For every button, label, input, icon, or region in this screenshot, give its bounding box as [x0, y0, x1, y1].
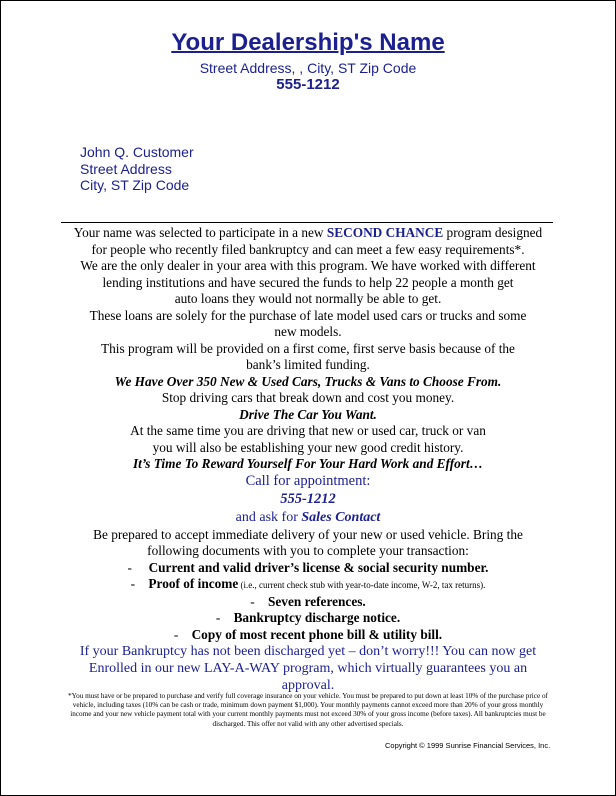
intro-line-8: This program will be provided on a first come, first serve basis because of the — [101, 340, 515, 356]
reward-headline: It’s Time To Reward Yourself For Your Hard Work and Effort… — [133, 456, 483, 471]
call-phone: 555-1212 — [280, 490, 336, 507]
fine-print: *You must have or be prepared to purchase and verify full coverage insurance on your vehicle. You must be prepared to put down at least 10% of the purchase price of vehicle, including taxes (10% can be cash or trade, minimum down payment $1,000). Your monthly payments cannot exceed more than 20% of your gross monthly income and your new vehicle payment total with your current monthly payments must not exceed 30% of your gross income (before taxes). All bankruptcies must be discharged. This offer not valid with any other advertised specials. — [68, 692, 548, 728]
document-item: - Seven references. — [250, 593, 366, 609]
credit-line-2: you will also be establishing your new good credit history. — [152, 439, 464, 455]
intro-line-4: lending institutions and have secured the funds to help 22 people a month get — [102, 274, 514, 290]
separator-rule — [61, 222, 553, 223]
intro-line-2: for people who recently filed bankruptcy and can meet a few easy requirements*. — [91, 241, 525, 257]
prepare-line-1: Be prepared to accept immediate delivery of your new or used vehicle. Bring the — [93, 526, 523, 542]
documents-list — [41, 560, 575, 644]
prepare-line-2: following documents with you to complete your transaction: — [147, 543, 469, 558]
intro-line-6: These loans are solely for the purchase of late model used cars or trucks and some — [89, 307, 527, 323]
recipient-name: John Q. Customer — [80, 144, 194, 160]
dealership-phone: 555-1212 — [276, 76, 340, 93]
dealership-address: Street Address, , City, ST Zip Code — [199, 60, 417, 76]
letter-page — [1, 1, 615, 795]
document-item: - Proof of income (i.e., current check stub with year-to-date income, W-2, tax returns). — [130, 576, 486, 591]
document-item: - Current and valid driver’s license & social security number. — [127, 559, 489, 575]
layaway-line-3: approval. — [281, 678, 335, 693]
copyright-notice: Copyright © 1999 Sunrise Financial Services, Inc. — [385, 741, 551, 750]
recipient-city-line: City, ST Zip Code — [80, 177, 190, 193]
sales-contact: Sales Contact — [301, 509, 381, 525]
intro-line-3: We are the only dealer in your area with this program. We have worked with different — [80, 258, 536, 273]
dealership-name: Your Dealership's Name — [171, 29, 445, 56]
layaway-line-2: Enrolled in our new LAY-A-WAY program, which virtually guarantees you an — [88, 661, 528, 676]
document-item: - Copy of most recent phone bill & utility bill. — [173, 626, 443, 642]
document-item: - Bankruptcy discharge notice. — [215, 610, 401, 625]
recipient-street: Street Address — [80, 160, 172, 177]
intro-line-7: new models. — [274, 324, 342, 339]
letter-body — [41, 225, 575, 694]
recipient-block — [80, 144, 194, 194]
intro-line-9: bank’s limited funding. — [246, 357, 370, 372]
call-label: Call for appointment: — [245, 472, 371, 489]
intro-line-5: auto loans they would not normally be able to get. — [174, 291, 442, 306]
drive-the-car-headline: Drive The Car You Want. — [239, 406, 377, 422]
credit-line-1: At the same time you are driving that new or used car, truck or van — [130, 423, 486, 438]
ask-for-line: and ask for Sales Contact — [235, 509, 381, 525]
intro-line-1: Your name was selected to participate in a new SECOND CHANCE program designed — [73, 225, 543, 240]
layaway-line-1: If your Bankruptcy has not been discharged yet – don’t worry!!! You can now get — [79, 644, 537, 659]
program-name: SECOND CHANCE — [326, 225, 444, 240]
stop-driving-line: Stop driving cars that break down and cost you money. — [161, 390, 455, 405]
inventory-headline: We Have Over 350 New & Used Cars, Trucks & Vans to Choose From. — [114, 373, 502, 389]
